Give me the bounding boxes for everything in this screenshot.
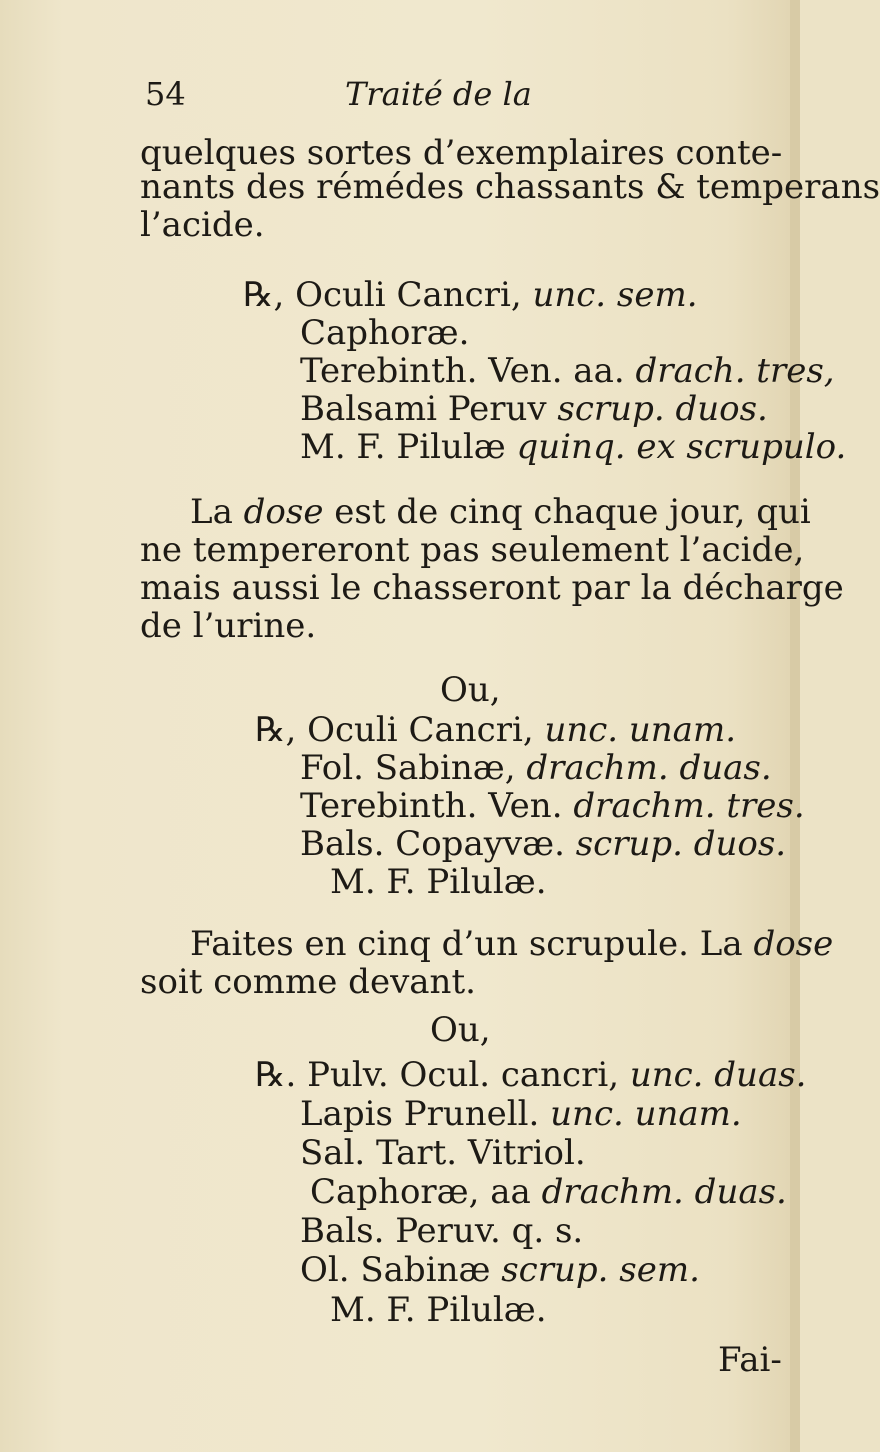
recipe1-line3: Terebinth. Ven. aa. drach. tres, <box>300 351 835 391</box>
recipe1-line1: ℞, Oculi Cancri, unc. sem. <box>243 275 698 315</box>
recipe2-line3: Terebinth. Ven. drachm. tres. <box>300 786 805 826</box>
recipe2-line5: M. F. Pilulæ. <box>330 862 547 902</box>
recipe3-line3: Sal. Tart. Vitriol. <box>300 1133 586 1173</box>
recipe3-line2: Lapis Prunell. unc. unam. <box>300 1094 742 1134</box>
recipe3-line7: M. F. Pilulæ. <box>330 1290 547 1330</box>
para2-line1: La dose est de cinq chaque jour, qui <box>190 492 811 532</box>
para1-line2: nants des rémédes chassants & temperans <box>140 167 880 207</box>
recipe3-line6: Ol. Sabinæ scrup. sem. <box>300 1250 700 1290</box>
recipe2-line4: Bals. Copayvæ. scrup. duos. <box>300 824 787 864</box>
recipe3-line1: ℞. Pulv. Ocul. cancri, unc. duas. <box>255 1055 807 1095</box>
para3-line1: Faites en cinq d’un scrupule. La dose <box>190 924 834 964</box>
para1-line1: quelques sortes d’exemplaires conte- <box>140 133 783 173</box>
separator-ou-2: Ou, <box>430 1010 491 1050</box>
recipe2-line1: ℞, Oculi Cancri, unc. unam. <box>255 710 737 750</box>
para2-line4: de l’urine. <box>140 606 317 646</box>
recipe3-line4: Caphoræ, aa drachm. duas. <box>310 1172 787 1212</box>
para1-line3: l’acide. <box>140 205 265 245</box>
separator-ou-1: Ou, <box>440 670 501 710</box>
recipe3-line5: Bals. Peruv. q. s. <box>300 1211 584 1251</box>
catchword: Fai- <box>718 1340 782 1380</box>
page-number: 54 <box>145 75 186 113</box>
para3-line2: soit comme devant. <box>140 962 476 1002</box>
para2-line3: mais aussi le chasseront par la décharge <box>140 568 844 608</box>
recipe1-line4: Balsami Peruv scrup. duos. <box>300 389 768 429</box>
running-title: Traité de la <box>345 75 532 113</box>
recipe1-line5: M. F. Pilulæ quinq. ex scrupulo. <box>300 427 847 467</box>
para2-line2: ne tempereront pas seulement l’acide, <box>140 530 805 570</box>
page-edge <box>790 0 800 1452</box>
recipe1-line2: Caphoræ. <box>300 313 470 353</box>
recipe2-line2: Fol. Sabinæ, drachm. duas. <box>300 748 772 788</box>
